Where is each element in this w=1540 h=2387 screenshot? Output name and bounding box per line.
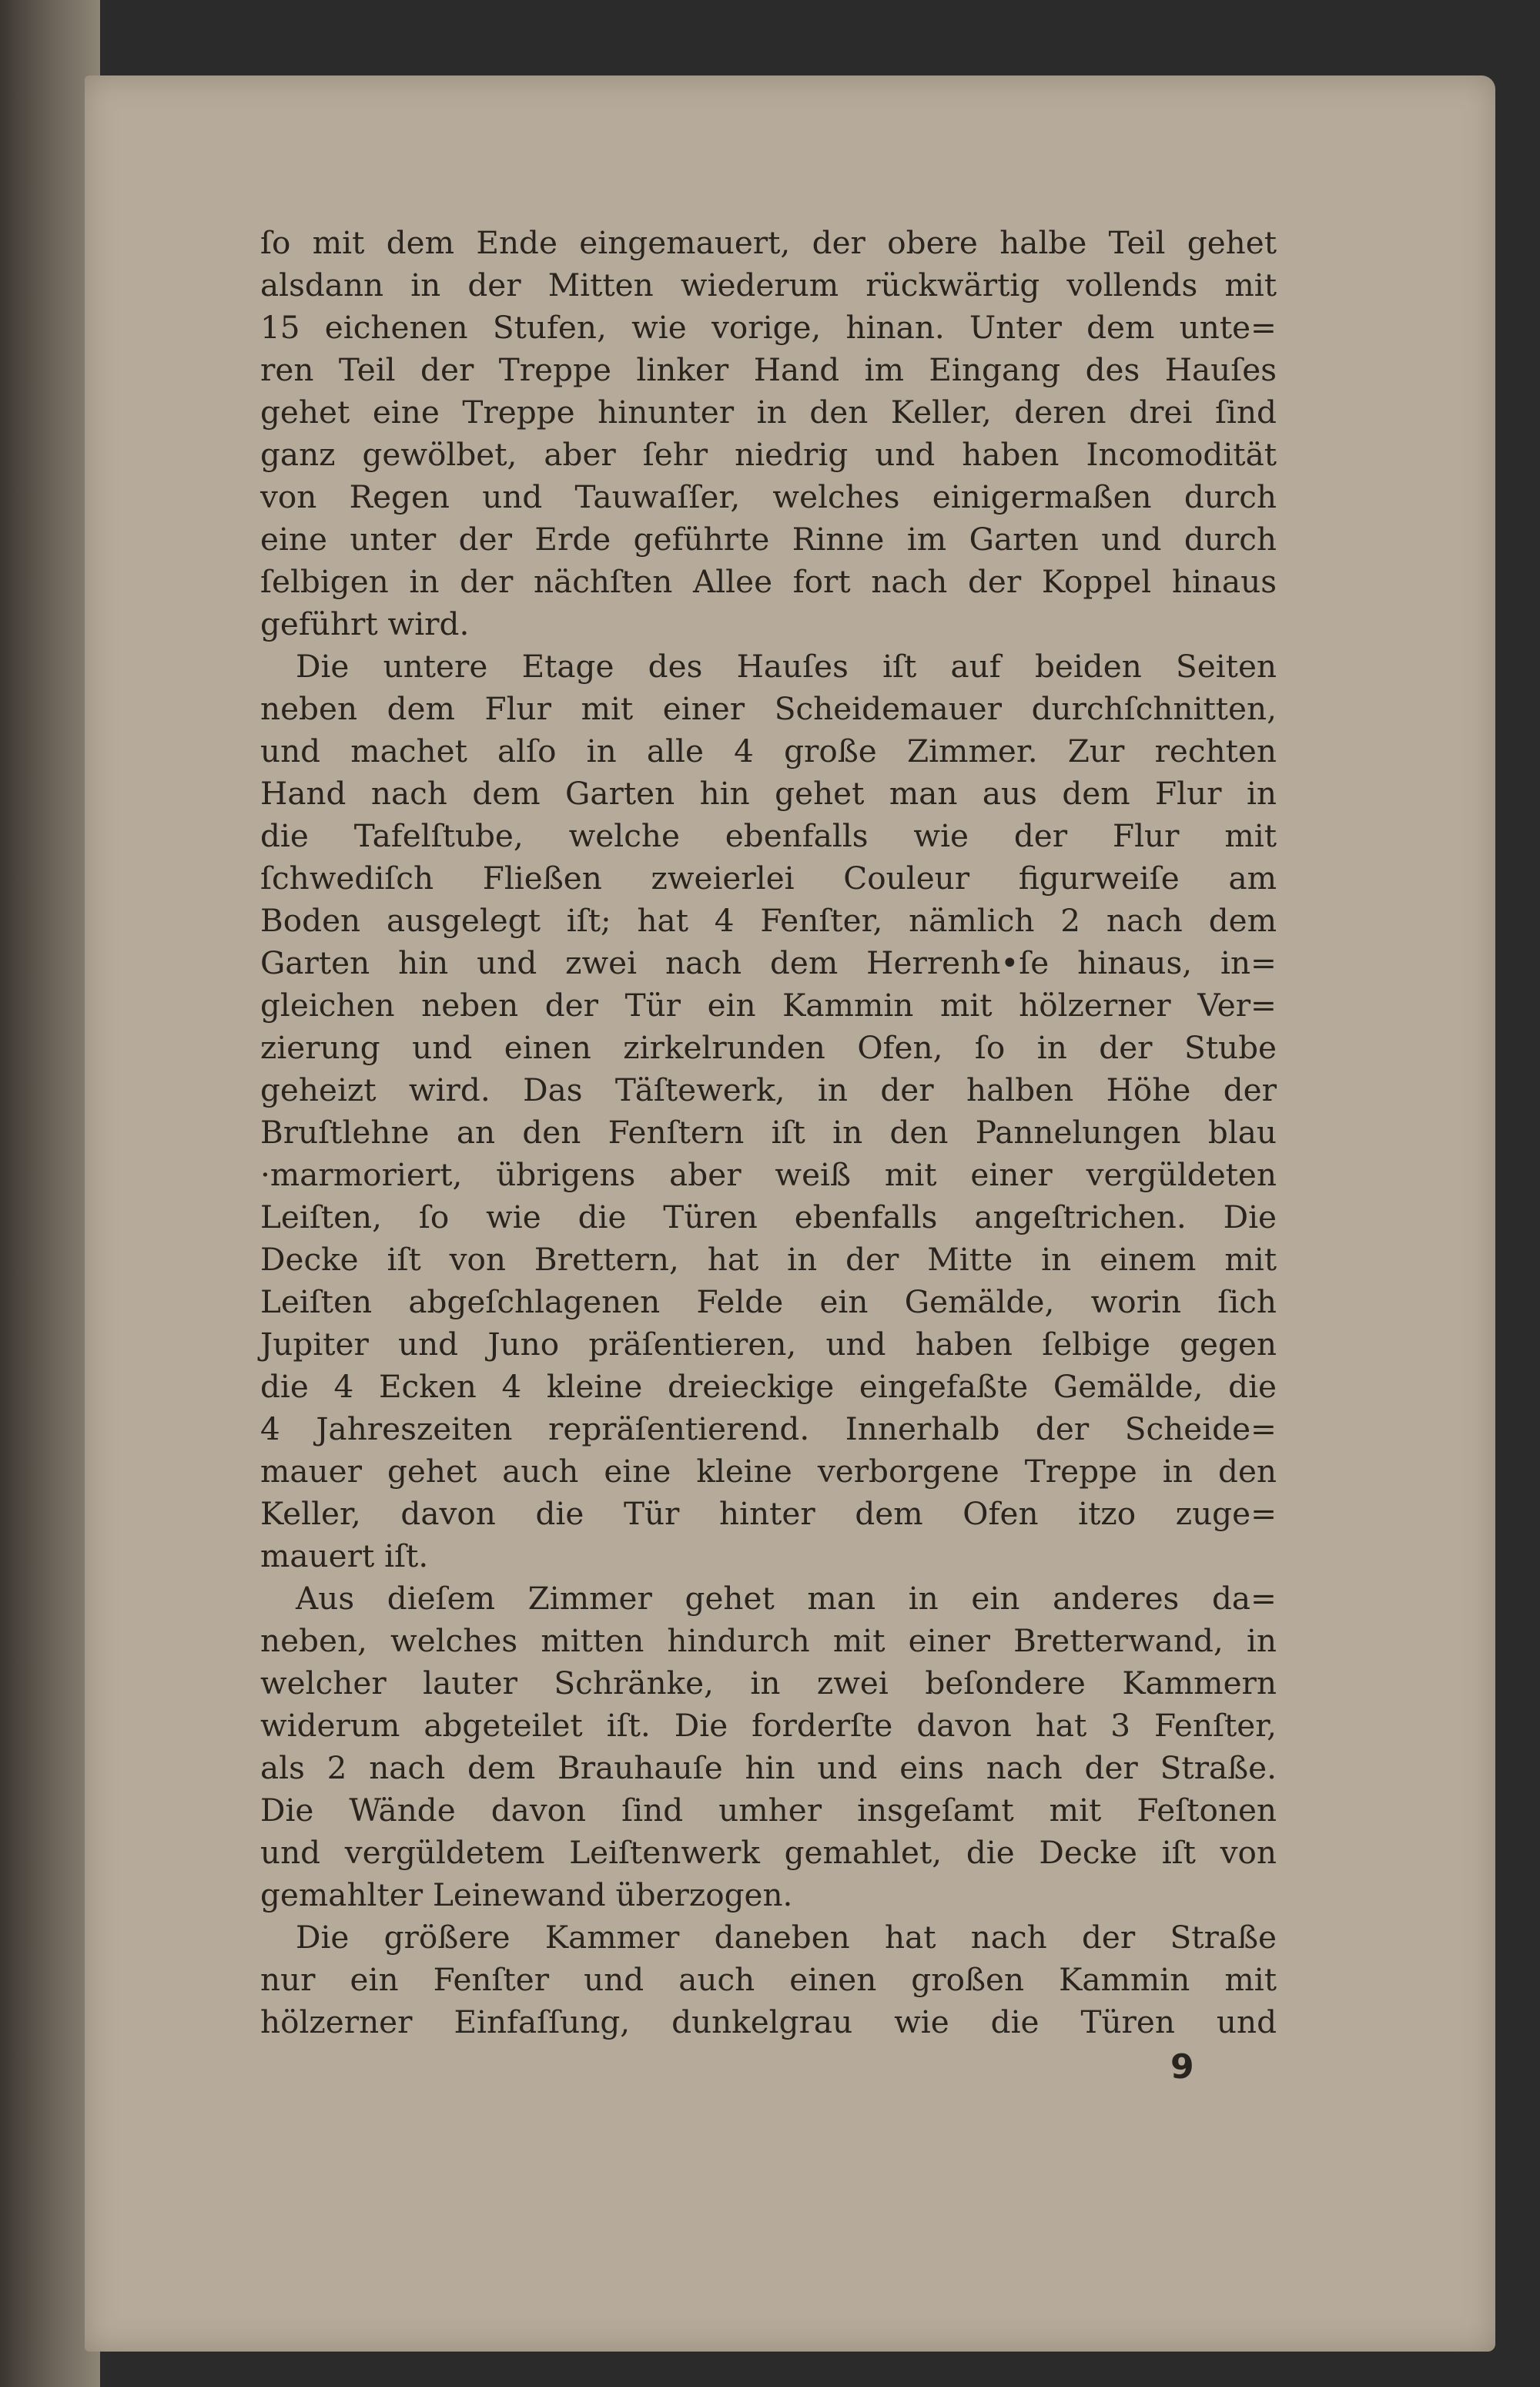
text-line: die Tafelſtube, welche ebenfalls wie der Flur mit bbox=[260, 817, 1277, 854]
book-page bbox=[85, 75, 1495, 2352]
page-number: 9 bbox=[1170, 2047, 1194, 2087]
text-line: Jupiter und Juno präſentieren, und haben ſelbige gegen bbox=[260, 1326, 1277, 1363]
text-line: ganz gewölbet, aber ſehr niedrig und haben Incomodität bbox=[260, 436, 1277, 473]
text-line: und machet alſo in alle 4 große Zimmer. Zur rechten bbox=[260, 733, 1277, 769]
text-line: Die untere Etage des Hauſes iſt auf beiden Seiten bbox=[296, 648, 1277, 685]
text-line: von Regen und Tauwaſſer, welches einigermaßen durch bbox=[260, 478, 1277, 515]
text-line: 15 eichenen Stufen, wie vorige, hinan. Unter dem unte= bbox=[260, 309, 1277, 346]
text-line: ·marmoriert, übrigens aber weiß mit einer vergüldeten bbox=[260, 1156, 1277, 1193]
text-line: ren Teil der Treppe linker Hand im Eingang des Hauſes bbox=[260, 351, 1277, 388]
text-line: geführt wird. bbox=[260, 605, 470, 642]
text-line: mauer gehet auch eine kleine verborgene Treppe in den bbox=[260, 1453, 1277, 1490]
page-body-text bbox=[260, 222, 1277, 2043]
text-line: gehet eine Treppe hinunter in den Keller, deren drei ſind bbox=[260, 394, 1277, 431]
text-line: ſchwediſch Fließen zweierlei Couleur figurweiſe am bbox=[260, 860, 1277, 897]
text-line: Decke iſt von Brettern, hat in der Mitte in einem mit bbox=[260, 1241, 1277, 1278]
text-line: neben dem Flur mit einer Scheidemauer durchſchnitten, bbox=[260, 690, 1277, 727]
text-line: nur ein Fenſter und auch einen großen Kammin mit bbox=[260, 1961, 1277, 1998]
text-line: Aus dieſem Zimmer gehet man in ein anderes da= bbox=[296, 1580, 1277, 1617]
text-line: hölzerner Einfaſſung, dunkelgrau wie die Türen und bbox=[260, 2003, 1277, 2040]
text-line: gleichen neben der Tür ein Kammin mit hölzerner Ver= bbox=[260, 987, 1277, 1024]
text-line: Keller, davon die Tür hinter dem Ofen itzo zuge= bbox=[260, 1495, 1277, 1532]
text-line: Bruſtlehne an den Fenſtern iſt in den Pannelungen blau bbox=[260, 1114, 1277, 1151]
text-line: zierung und einen zirkelrunden Ofen, ſo in der Stube bbox=[260, 1029, 1277, 1066]
text-line: alsdann in der Mitten wiederum rückwärtig vollends mit bbox=[260, 267, 1277, 303]
text-line: und vergüldetem Leiſtenwerk gemahlet, die Decke iſt von bbox=[260, 1834, 1277, 1871]
text-line: Leiſten abgeſchlagenen Felde ein Gemälde, worin ſich bbox=[260, 1283, 1277, 1320]
text-line: ſelbigen in der nächſten Allee fort nach der Koppel hinaus bbox=[260, 563, 1277, 600]
text-line: widerum abgeteilet iſt. Die forderſte davon hat 3 Fenſter, bbox=[260, 1707, 1277, 1744]
text-line: neben, welches mitten hindurch mit einer Bretterwand, in bbox=[260, 1622, 1277, 1659]
text-line: 4 Jahreszeiten repräſentierend. Innerhalb der Scheide= bbox=[260, 1410, 1277, 1447]
text-line: mauert iſt. bbox=[260, 1537, 429, 1574]
text-line: welcher lauter Schränke, in zwei beſondere Kammern bbox=[260, 1665, 1277, 1701]
text-line: geheizt wird. Das Täſtewerk, in der halben Höhe der bbox=[260, 1071, 1277, 1108]
text-line: Hand nach dem Garten hin gehet man aus dem Flur in bbox=[260, 775, 1277, 812]
text-line: Leiſten, ſo wie die Türen ebenfalls angeſtrichen. Die bbox=[260, 1199, 1277, 1235]
text-line: die 4 Ecken 4 kleine dreieckige eingefaßte Gemälde, die bbox=[260, 1368, 1277, 1405]
text-line: eine unter der Erde geführte Rinne im Garten und durch bbox=[260, 521, 1277, 558]
text-line: Die größere Kammer daneben hat nach der Straße bbox=[296, 1919, 1277, 1956]
text-line: Die Wände davon ſind umher insgeſamt mit Feſtonen bbox=[260, 1792, 1277, 1829]
text-line: gemahlter Leinewand überzogen. bbox=[260, 1876, 793, 1913]
text-line: Boden ausgelegt iſt; hat 4 Fenſter, nämlich 2 nach dem bbox=[260, 902, 1277, 939]
text-line: als 2 nach dem Brauhauſe hin und eins nach der Straße. bbox=[260, 1749, 1277, 1786]
text-line: ſo mit dem Ende eingemauert, der obere halbe Teil gehet bbox=[260, 224, 1277, 261]
text-line: Garten hin und zwei nach dem Herrenh•ſe hinaus, in= bbox=[260, 944, 1277, 981]
